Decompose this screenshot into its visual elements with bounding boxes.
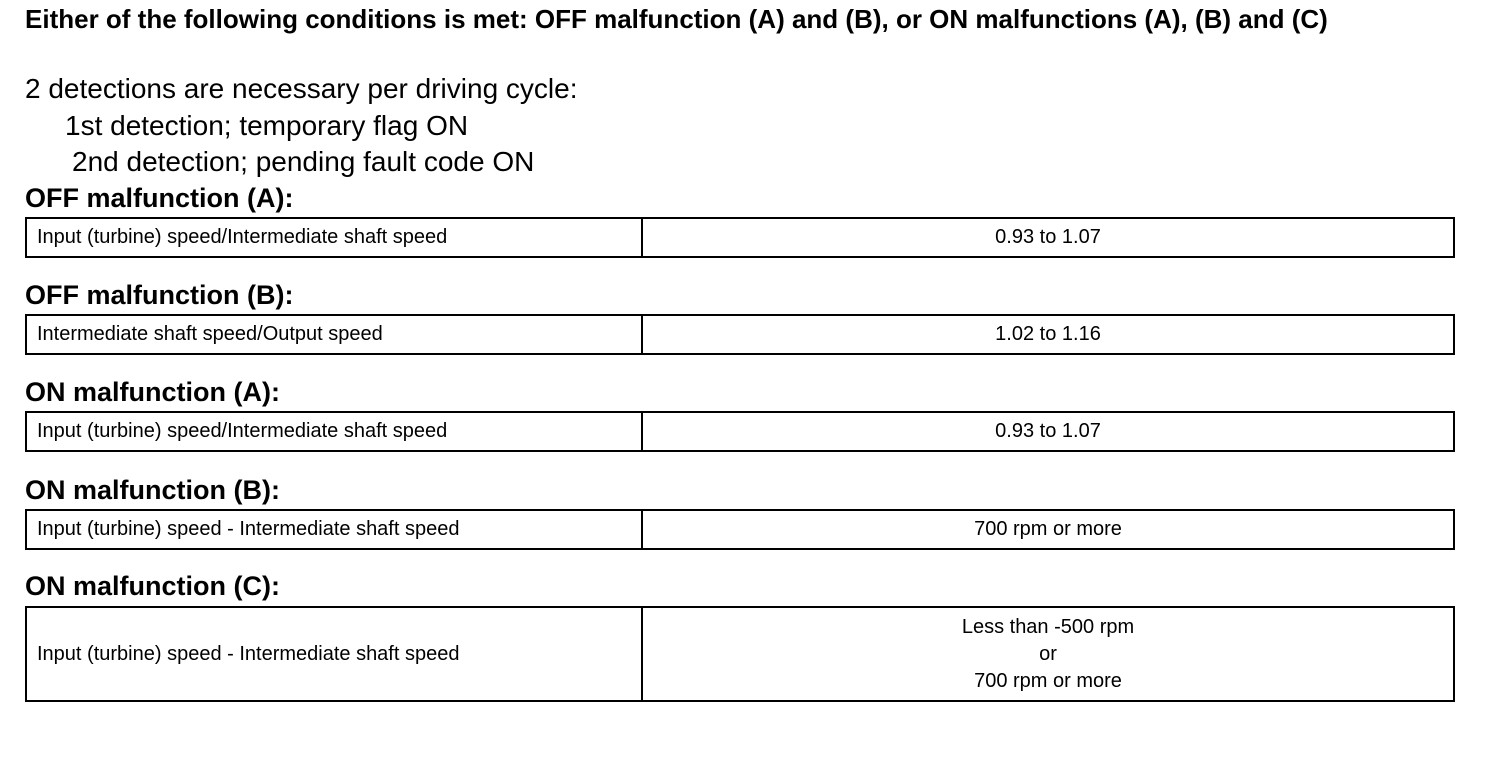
table-row <box>26 607 1454 701</box>
off-malfunction-b-table <box>25 314 1455 355</box>
value-cell: 700 rpm or more <box>642 510 1454 549</box>
off-malfunction-a-title: OFF malfunction (A): <box>25 183 294 213</box>
value-cell: 0.93 to 1.07 <box>642 218 1454 257</box>
parameter-cell: Input (turbine) speed/Intermediate shaft speed <box>26 412 642 451</box>
parameter-cell: Input (turbine) speed/Intermediate shaft speed <box>26 218 642 257</box>
detections-intro: 2 detections are necessary per driving cycle: <box>25 73 578 104</box>
on-malfunction-b-table <box>25 509 1455 550</box>
table-row <box>26 218 1454 257</box>
first-detection-text: 1st detection; temporary flag ON <box>65 110 469 141</box>
on-malfunction-c-table <box>25 606 1455 702</box>
value-line: or <box>1039 642 1057 665</box>
on-malfunction-a-table <box>25 411 1455 452</box>
value-line: Less than -500 rpm <box>961 615 1135 638</box>
off-malfunction-a-table <box>25 217 1455 258</box>
second-detection-text: 2nd detection; pending fault code ON <box>72 146 535 177</box>
parameter-cell: Input (turbine) speed - Intermediate shaft speed <box>26 510 642 549</box>
value-cell: 0.93 to 1.07 <box>642 412 1454 451</box>
conditions-heading: Either of the following conditions is met: OFF malfunction (A) and (B), or ON malfunctions (A), (B) and (C) <box>25 4 1328 34</box>
value-cell: 1.02 to 1.16 <box>642 315 1454 354</box>
off-malfunction-b-title: OFF malfunction (B): <box>25 280 294 310</box>
parameter-cell: Intermediate shaft speed/Output speed <box>26 315 642 354</box>
parameter-cell: Input (turbine) speed - Intermediate shaft speed <box>26 607 642 701</box>
on-malfunction-b-title: ON malfunction (B): <box>25 475 280 505</box>
table-row <box>26 315 1454 354</box>
on-malfunction-c-title: ON malfunction (C): <box>25 571 280 601</box>
table-row <box>26 510 1454 549</box>
value-cell <box>642 607 1454 701</box>
table-row <box>26 412 1454 451</box>
value-line: 700 rpm or more <box>974 669 1122 692</box>
on-malfunction-a-title: ON malfunction (A): <box>25 377 280 407</box>
